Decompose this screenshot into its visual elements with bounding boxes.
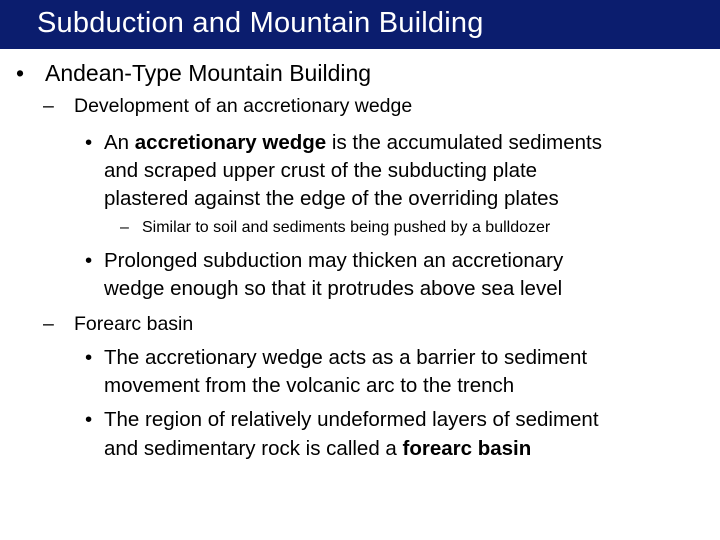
bullet-dot: •	[85, 131, 93, 154]
barrier-line-1: The accretionary wedge acts as a barrier to sediment	[104, 346, 588, 369]
forearc-basin-term: forearc basin	[402, 437, 532, 460]
wedge-definition-pre: An	[104, 131, 135, 154]
bullet-dot: •	[16, 60, 25, 86]
prolonged-line-2: wedge enough so that it protrudes above sea level	[104, 277, 563, 300]
wedge-definition-post: is the accumulated sediments	[326, 131, 602, 154]
development-item: Development of an accretionary wedge	[74, 95, 413, 117]
forearc-item: Forearc basin	[74, 313, 194, 335]
bullet-dash: –	[120, 219, 129, 236]
bullet-dot: •	[85, 249, 93, 272]
wedge-definition-line-3: plastered against the edge of the overriding plates	[104, 187, 559, 210]
barrier-line-2: movement from the volcanic arc to the trench	[104, 374, 515, 397]
bullet-dash: –	[43, 313, 54, 335]
region-line-2-pre: and sedimentary rock is called a	[104, 437, 403, 460]
bullet-dash: –	[43, 95, 54, 117]
prolonged-line-1: Prolonged subduction may thicken an accretionary	[104, 249, 564, 272]
region-line-1: The region of relatively undeformed layers of sediment	[104, 408, 599, 431]
wedge-definition-line-1	[104, 131, 602, 155]
bullet-dot: •	[85, 346, 93, 369]
bulldozer-item: Similar to soil and sediments being pushed by a bulldozer	[142, 219, 551, 236]
andean-heading: Andean-Type Mountain Building	[45, 60, 372, 86]
wedge-definition-line-2: and scraped upper crust of the subducting plate	[104, 159, 538, 182]
region-line-2	[104, 437, 531, 461]
slide-title: Subduction and Mountain Building	[37, 7, 484, 39]
accretionary-wedge-term: accretionary wedge	[134, 131, 327, 154]
bullet-dot: •	[85, 408, 93, 431]
